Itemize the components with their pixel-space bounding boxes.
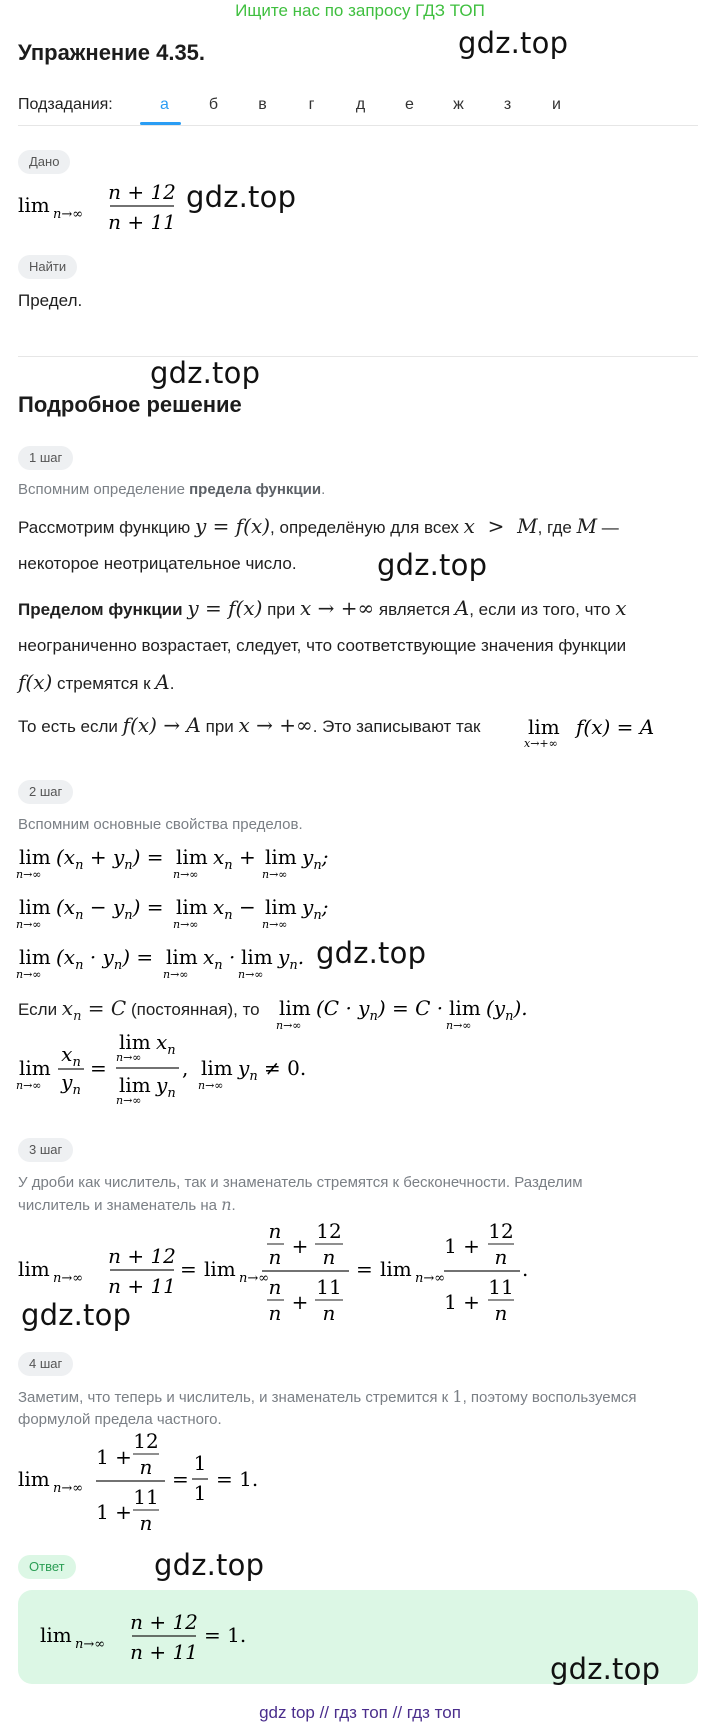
- svg-text:n→∞: n→∞: [16, 868, 42, 881]
- svg-text:n→∞: n→∞: [16, 1079, 42, 1092]
- watermark: gdz.top: [21, 1298, 132, 1332]
- svg-text:lim: lim: [119, 1030, 151, 1054]
- section-divider: [18, 356, 698, 357]
- limit-sum-property: [16, 842, 346, 882]
- svg-text:lim: lim: [528, 715, 560, 739]
- watermark: gdz.top: [186, 180, 297, 214]
- svg-text:12: 12: [488, 1219, 514, 1243]
- svg-text:n→∞: n→∞: [53, 207, 84, 222]
- svg-text:1 +: 1 +: [96, 1500, 132, 1524]
- step3-chip: 3 шаг: [18, 1138, 73, 1162]
- svg-text:n + 12: n + 12: [130, 1610, 198, 1634]
- find-text: Предел.: [18, 291, 83, 310]
- tab-g[interactable]: г: [308, 96, 315, 113]
- svg-text:n→∞: n→∞: [16, 918, 42, 931]
- watermark: gdz.top: [377, 548, 488, 582]
- step4-expression: [16, 1430, 276, 1540]
- svg-text:n→∞: n→∞: [116, 1051, 142, 1064]
- svg-text:lim: lim: [19, 945, 51, 969]
- svg-text:=: =: [180, 1257, 197, 1281]
- svg-text:lim: lim: [279, 996, 311, 1020]
- svg-text:lim: lim: [265, 895, 297, 919]
- svg-text:n: n: [268, 1275, 282, 1299]
- svg-text:n→∞: n→∞: [276, 1019, 302, 1032]
- active-tab-indicator: [140, 122, 181, 125]
- svg-text:= 1.: = 1.: [216, 1467, 259, 1491]
- svg-text:lim: lim: [119, 1073, 151, 1097]
- svg-text:n: n: [139, 1511, 153, 1535]
- step1-limit-notation: [524, 710, 674, 750]
- step1-paragraph1: Рассмотрим функцию y = f(x), определёную для всех x > M, где M — некоторое неотрицательное число.: [18, 514, 619, 573]
- limit-difference-property: [16, 892, 346, 932]
- svg-text:n: n: [268, 1245, 282, 1269]
- svg-text:xn −: $x_n$ −: [213, 895, 256, 923]
- svg-text:lim: lim: [241, 945, 273, 969]
- footer-links[interactable]: gdz top // гдз топ // гдз топ: [259, 1703, 461, 1722]
- svg-text:.: .: [522, 1257, 529, 1281]
- tab-v[interactable]: в: [258, 96, 267, 113]
- svg-text:xn ·: $x_n$ ·: [203, 945, 236, 973]
- svg-text:1: 1: [193, 1451, 207, 1475]
- tabs-divider: [18, 125, 698, 126]
- svg-text:n→∞: n→∞: [75, 1637, 106, 1652]
- svg-text:11: 11: [488, 1275, 514, 1299]
- svg-text:lim: lim: [18, 1467, 50, 1491]
- svg-text:lim: lim: [166, 945, 198, 969]
- svg-text:(xn · yn) =: $(x_n \cdot y_n)$ =: [56, 945, 154, 973]
- svg-text:n: n: [494, 1245, 508, 1269]
- svg-text:lim: lim: [449, 996, 481, 1020]
- svg-text:+: +: [291, 1234, 309, 1258]
- svg-text:yn.: $y_n$.: [278, 945, 305, 973]
- svg-text:lim: lim: [18, 1257, 50, 1281]
- svg-text:yn;: $y_n$;: [302, 845, 329, 873]
- answer-chip: Ответ: [18, 1555, 76, 1579]
- watermark: gdz.top: [154, 1548, 265, 1582]
- svg-text:xn +: $x_n$ +: [213, 845, 256, 873]
- svg-text:lim: lim: [380, 1257, 412, 1281]
- limit-quotient-property: [16, 1032, 336, 1106]
- svg-text:lim: lim: [176, 845, 208, 869]
- svg-text:lim: lim: [176, 895, 208, 919]
- svg-text:(C · yn) = C ·: $(C \cdot y_n) = C$ ·: [316, 996, 444, 1024]
- svg-text:n→∞: n→∞: [53, 1271, 84, 1286]
- answer-expression: [38, 1606, 247, 1666]
- find-chip: Найти: [18, 255, 77, 279]
- step2-note: Вспомним основные свойства пределов.: [18, 816, 303, 833]
- svg-text:lim: lim: [40, 1623, 72, 1647]
- svg-text:=: =: [356, 1257, 373, 1281]
- limit-product-property: [16, 942, 326, 982]
- svg-text:x→+∞: x→+∞: [524, 737, 558, 750]
- watermark: gdz.top: [150, 356, 261, 390]
- svg-text:n + 12: n + 12: [108, 1244, 176, 1268]
- promo-banner[interactable]: Ищите нас по запросу ГДЗ ТОП: [235, 1, 485, 20]
- svg-text:n→∞: n→∞: [262, 868, 288, 881]
- svg-text:lim: lim: [201, 1056, 233, 1080]
- svg-text:n→∞: n→∞: [16, 968, 42, 981]
- watermark: gdz.top: [458, 26, 569, 60]
- svg-text:n→∞: n→∞: [173, 868, 199, 881]
- step1-chip: 1 шаг: [18, 446, 73, 470]
- svg-text:12: 12: [133, 1429, 159, 1453]
- solution-title: Подробное решение: [18, 392, 242, 417]
- svg-text:f(x) = A: f(x) = A: [576, 715, 655, 739]
- svg-text:1 +: 1 +: [96, 1445, 132, 1469]
- tab-zh[interactable]: ж: [453, 96, 464, 113]
- tab-i[interactable]: и: [552, 96, 561, 113]
- svg-text:12: 12: [316, 1219, 342, 1243]
- svg-text:1 +: 1 +: [444, 1234, 480, 1258]
- svg-text:=: =: [172, 1467, 189, 1491]
- svg-text:,: ,: [182, 1056, 189, 1080]
- svg-text:lim: lim: [19, 1056, 51, 1080]
- svg-text:lim: lim: [265, 845, 297, 869]
- svg-text:n→∞: n→∞: [239, 1271, 270, 1286]
- watermark: gdz.top: [316, 936, 427, 970]
- step4-chip: 4 шаг: [18, 1352, 73, 1376]
- subtasks-label: Подзадания:: [18, 96, 113, 113]
- step1-note: Вспомним определение предела функции.: [18, 481, 326, 498]
- svg-text:n + 11: n + 11: [130, 1640, 198, 1664]
- svg-text:n→∞: n→∞: [163, 968, 189, 981]
- watermark: gdz.top: [550, 1652, 661, 1686]
- tab-z[interactable]: з: [503, 96, 512, 113]
- svg-text:1 +: 1 +: [444, 1290, 480, 1314]
- svg-text:n: n: [322, 1301, 336, 1325]
- svg-text:(xn + yn) =: $(x_n + y_n)$ =: [56, 845, 164, 873]
- svg-text:n→∞: n→∞: [116, 1094, 142, 1107]
- step4-note: Заметим, что теперь и числитель, и знаменатель стремится к 1, поэтому воспользуемся формулой предела частного.: [18, 1387, 637, 1428]
- svg-text:lim: lim: [18, 193, 50, 217]
- limit-constant-property: [276, 993, 536, 1033]
- tab-a[interactable]: а: [160, 96, 169, 113]
- svg-text:n→∞: n→∞: [262, 918, 288, 931]
- svg-text:lim: lim: [19, 845, 51, 869]
- svg-text:n: n: [139, 1455, 153, 1479]
- svg-text:n + 12: n + 12: [108, 180, 176, 204]
- svg-text:yn: $y_n$: [156, 1073, 176, 1101]
- subtasks-tabs: [140, 94, 581, 124]
- step3-note: У дроби как числитель, так и знаменатель стремятся к бесконечности. Разделим числитель и знаменатель на n.: [18, 1174, 583, 1214]
- step2-constant-text: Если $x_n = C$ (постоянная), то: [18, 996, 260, 1024]
- tab-e[interactable]: е: [405, 96, 414, 113]
- svg-text:n→∞: n→∞: [238, 968, 264, 981]
- step1-paragraph2: Пределом функции y = f(x) при x → +∞ является A, если из того, что x неограниченно возрастает, следует, что соответствующие значения функции f(x) стремятся к A.: [18, 596, 627, 694]
- given-chip: Дано: [18, 150, 70, 174]
- svg-text:n: n: [268, 1219, 282, 1243]
- svg-text:n→∞: n→∞: [198, 1079, 224, 1092]
- svg-text:= 1.: = 1.: [204, 1623, 247, 1647]
- step1-paragraph3: То есть если f(x) → A при x → +∞. Это записывают так: [18, 713, 481, 737]
- svg-text:11: 11: [133, 1485, 159, 1509]
- tab-b[interactable]: б: [208, 96, 219, 113]
- svg-text:=: =: [90, 1056, 107, 1080]
- svg-text:n: n: [494, 1301, 508, 1325]
- svg-text:xn: $x_n$: [61, 1042, 81, 1070]
- svg-text:yn: $y_n$: [61, 1070, 81, 1098]
- svg-text:n: n: [322, 1245, 336, 1269]
- svg-text:n→∞: n→∞: [173, 918, 199, 931]
- svg-text:n + 11: n + 11: [108, 1274, 176, 1298]
- tab-d[interactable]: д: [355, 96, 366, 113]
- svg-text:yn ≠ 0.: $y_n \ne 0$.: [238, 1056, 307, 1084]
- svg-text:xn: $x_n$: [156, 1030, 176, 1058]
- svg-text:yn;: $y_n$;: [302, 895, 329, 923]
- svg-text:n→∞: n→∞: [415, 1271, 446, 1286]
- svg-text:(yn).: $(y_n)$.: [486, 996, 528, 1024]
- svg-text:lim: lim: [204, 1257, 236, 1281]
- svg-text:11: 11: [316, 1275, 342, 1299]
- given-expression: [16, 176, 176, 236]
- svg-text:+: +: [291, 1290, 309, 1314]
- svg-text:n→∞: n→∞: [53, 1481, 84, 1496]
- exercise-title: Упражнение 4.35.: [18, 40, 206, 65]
- step2-chip: 2 шаг: [18, 780, 73, 804]
- svg-text:lim: lim: [19, 895, 51, 919]
- svg-text:(xn − yn) =: $(x_n - y_n)$ =: [56, 895, 164, 923]
- svg-text:n→∞: n→∞: [446, 1019, 472, 1032]
- svg-text:1: 1: [193, 1481, 207, 1505]
- svg-text:n + 11: n + 11: [108, 210, 176, 234]
- svg-text:n: n: [268, 1301, 282, 1325]
